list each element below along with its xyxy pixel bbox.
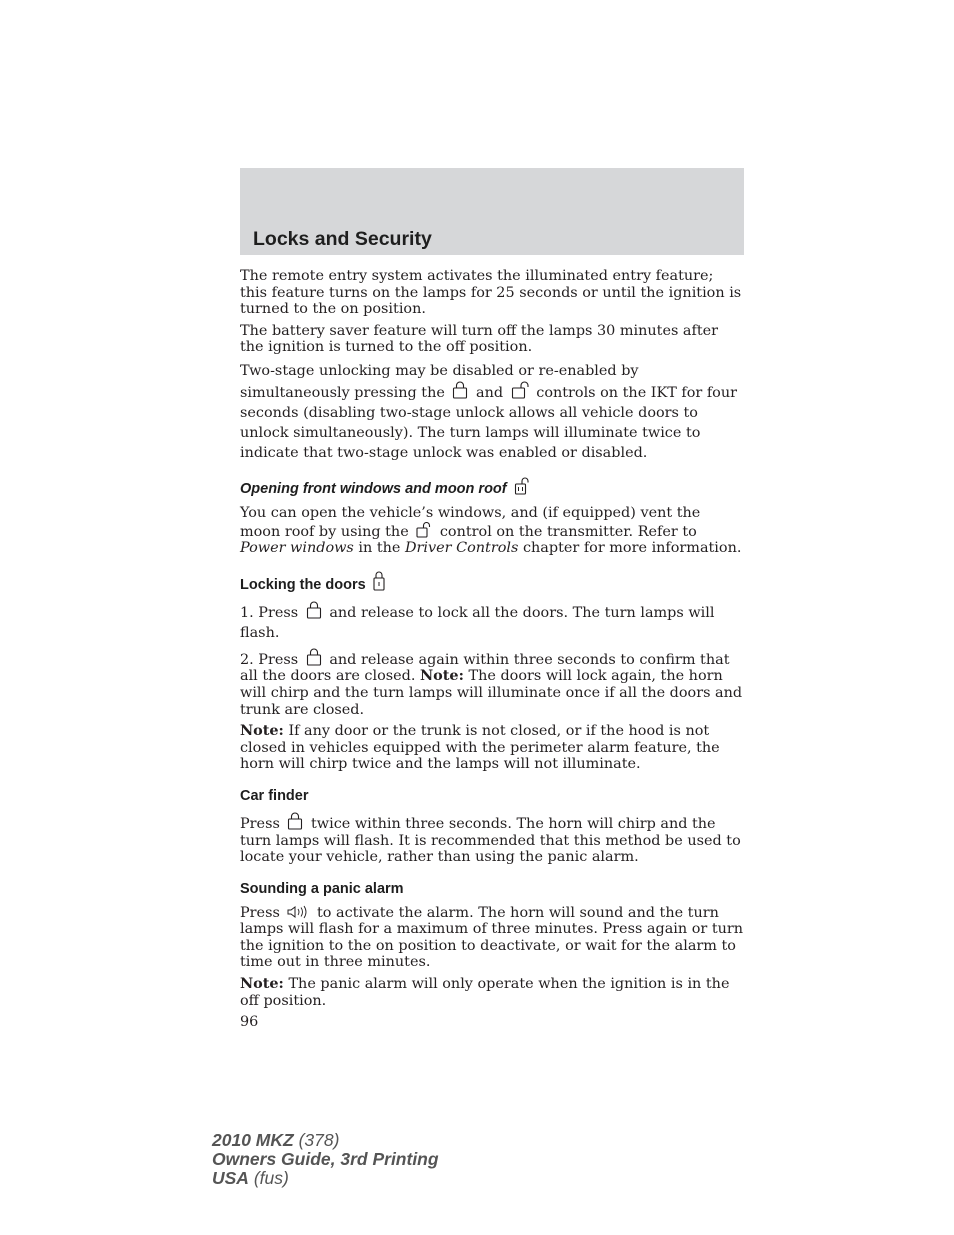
note-label: Note: [240,722,284,740]
panic-horn-icon [287,905,309,919]
text: Press [240,815,280,832]
text: Press [240,904,280,921]
text: You can open the vehicle’s windows, and (if equipped) vent the moon roof by using the [240,504,701,540]
text: twice within three seconds. The horn will chirp and the turn lamps will flash. It is recommended that this method be used to locate your vehicle, rather than using the panic alarm. [240,815,741,866]
heading-text: Locking the doors [240,576,366,593]
lock-icon [306,601,322,619]
footer-guide: Owners Guide, 3rd Printing [212,1149,439,1169]
text: and release again within three seconds to confirm that all the doors are closed. [240,651,730,685]
footer-model: 2010 MKZ [212,1130,294,1150]
footer-line-model [212,1131,439,1150]
text: The doors will lock again, the horn will chirp and the turn lamps will illuminate once if all the doors and trunk are closed. [240,668,743,718]
heading-text: Opening front windows and moon roof [240,480,507,497]
content [240,268,744,1031]
paragraph-illuminated-entry: The remote entry system activates the illuminated entry feature; this feature turns on the lamps for 25 seconds or until the ignition is turned to the on position. [240,268,742,318]
text: 2. Press [240,651,299,668]
lock-icon [452,381,468,399]
window-unlock-icon [514,477,530,495]
unlock-icon [511,381,529,399]
lock-icon [287,812,303,830]
text: control on the transmitter. Refer to [439,523,697,540]
paragraph-panic-alarm [240,905,744,971]
footer-market-code: (fus) [253,1168,289,1188]
heading-windows [240,477,744,498]
step-2 [240,648,744,718]
note-label: Note: [420,667,464,685]
lock-icon [306,648,322,666]
header-band [240,168,744,255]
text: and [476,384,504,401]
unlock-icon [416,522,432,538]
text: controls on the IKT for four seconds (disabling two-stage unlock allows all vehicle doors to unlock simultaneously). The turn lamps will illuminate twice to indicate that two-stage unlock was enabled or disabled. [240,384,737,461]
step-1 [240,601,744,643]
paragraph-battery-saver: The battery saver feature will turn off the lamps 30 minutes after the ignition is turned to the off position. [240,322,719,356]
text: in the [358,540,401,557]
reference-power-windows: Power windows [240,540,354,557]
paragraph-windows [240,505,744,557]
lock-icon [373,571,385,591]
text: and release to lock all the doors. The turn lamps will flash. [240,604,715,641]
text: Two-stage unlocking may be disabled or re-enabled by simultaneously pressing the [240,362,639,401]
reference-driver-controls: Driver Controls [405,540,519,557]
note-label: Note: [240,975,284,993]
text: chapter for more information. [522,540,742,557]
text: If any door or the trunk is not closed, or if the hood is not closed in vehicles equipped with the perimeter alarm feature, the horn will chirp twice and the lamps will not illuminate. [240,723,720,773]
heading-car-finder: Car finder [240,787,309,804]
text: to activate the alarm. The horn will sound and the turn lamps will flash for a maximum of three minutes. Press again or turn the ignition to the on position to deactivate, or wait for the alarm to time out in three minutes. [240,904,744,971]
note-panic-alarm [240,976,744,1009]
footer-market: USA [212,1168,249,1188]
heading-locking [240,571,744,594]
text: 1. Press [240,604,299,621]
paragraph-two-stage-unlock [240,361,744,463]
page-number: 96 [240,1014,259,1031]
text: The panic alarm will only operate when the ignition is in the off position. [240,976,730,1009]
page-title: Locks and Security [253,228,432,250]
footer [212,1131,439,1188]
note-locking [240,723,744,773]
heading-panic-alarm: Sounding a panic alarm [240,880,404,897]
paragraph-car-finder [240,812,744,866]
footer-line-market [212,1169,439,1188]
footer-model-code: (378) [298,1130,340,1150]
